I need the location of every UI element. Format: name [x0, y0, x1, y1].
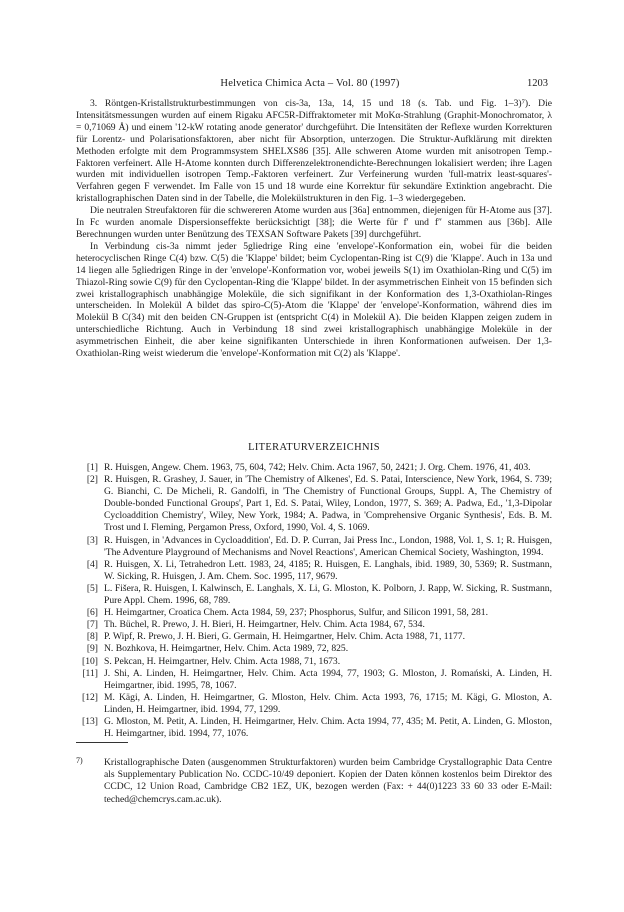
reference-item [76, 474, 552, 534]
reference-text: M. Kägi, A. Linden, H. Heimgartner, G. Mloston, Helv. Chim. Acta 1993, 76, 1715; M. Kägi, G. Mloston, A. Linden, H. Heimgartner, ibid. 1994, 77, 1299. [104, 691, 552, 715]
reference-number: [8] [86, 631, 98, 643]
reference-text: G. Mloston, M. Petit, A. Linden, H. Heimgartner, Helv. Chim. Acta 1994, 77, 435; M. Petit, A. Linden, G. Mloston, H. Heimgartner, ibid. 1994, 77, 1076. [104, 715, 552, 740]
reference-text: H. Heimgartner, Croatica Chem. Acta 1984, 59, 237; Phosphorus, Sulfur, and Silicon 1991, 58, 281. [104, 607, 489, 619]
reference-text: R. Huisgen, Angew. Chem. 1963, 75, 604, 742; Helv. Chim. Acta 1967, 50, 2421; J. Org. Chem. 1976, 41, 403. [104, 462, 531, 473]
footnote-divider [76, 742, 128, 743]
reference-item [76, 607, 552, 619]
reference-text: N. Bozhkova, H. Heimgartner, Helv. Chim. Acta 1989, 72, 825. [104, 643, 349, 655]
reference-item [76, 692, 552, 716]
reference-number: [6] [86, 607, 98, 619]
reference-text: R. Huisgen, in 'Advances in Cycloaddition', Ed. D. P. Curran, Jai Press Inc., London, 1988, Vol. 1, S. 1; R. Huisgen, 'The Adventure Playground of Mechanisms and Novel Reactions', American Chemical Society, Washington, 1994. [104, 534, 552, 558]
reference-text: P. Wipf, R. Prewo, J. H. Bieri, G. Germain, H. Heimgartner, Helv. Chim. Acta 1988, 71, 1177. [104, 631, 465, 643]
paragraph-scattering-factors: Die neutralen Streufaktoren für die schwereren Atome wurden aus [36a] entnommen, diejenigen für H-Atome aus [37]. In Fc wurden anomale Dispersionseffekte berücksichtigt [38]; die Werte für f′ und f″ stammen aus [36b]. Alle Berechnungen wurden unter Benützung des TEXSAN Software Pakets [39] durchgeführt. [76, 205, 552, 240]
paragraph-crystal-structure: 3. Röntgen-Kristallstrukturbestimmungen von cis-3a, 13a, 14, 15 und 18 (s. Tab. und Fig. 1–3)⁷). Die Intensitätsmessungen wurden auf einem Rigaku AFC5R-Diffraktometer mit MoKα-Strahlung (Graphit-Monochromator, λ = 0,71069 Å) und einem '12-kW rotating anode generator' durchgeführt. Die Intensitäten der Reflexe wurden Korrekturen für Lorentz- und Polarisationsfaktoren, aber nicht für Absorption, unterzogen. Die Struktur-Aufklärung mit direkten Methoden erfolgte mit dem Programmsystem SHELXS86 [35]. Alle schweren Atome wurden mit anisotropen Temp.-Faktoren verfeinert. Alle H-Atome konnten durch Differenzelektronendichte-Berechnungen lokalisiert werden; ihre Lagen wurden mit individuellen isotropen Temp.-Faktoren verfeinert. Zur Verfeinerung wurden 'full-matrix least-squares'-Verfahren gegen F verwendet. Im Falle von 15 und 18 wurde eine Korrektur für sekundäre Extinktion angebracht. Die kristallographischen Daten sind in der Tabelle, die Molekülstrukturen in den Fig. 1–3 wiedergegeben. [76, 98, 552, 205]
reference-item [76, 656, 552, 668]
reference-text: S. Pekcan, H. Heimgartner, Helv. Chim. Acta 1988, 71, 1673. [104, 655, 341, 667]
reference-number: [12] [82, 691, 98, 703]
page-number: 1203 [527, 78, 548, 89]
reference-number: [3] [86, 534, 98, 546]
reference-number: [1] [86, 462, 98, 473]
body-text [76, 98, 552, 360]
reference-item [76, 643, 552, 655]
reference-number: [4] [86, 558, 98, 570]
reference-number: [7] [86, 619, 98, 631]
reference-text: J. Shi, A. Linden, H. Heimgartner, Helv. Chim. Acta 1994, 77, 1903; G. Mloston, J. Romański, A. Linden, H. Heimgartner, ibid. 1995, 78, 1067. [104, 667, 552, 691]
reference-text: R. Huisgen, R. Grashey, J. Sauer, in 'The Chemistry of Alkenes', Ed. S. Patai, Interscience, New York, 1964, S. 739; G. Bianchi, C. De Micheli, R. Gandolfi, in 'The Chemistry of Functional Groups, Suppl. A, The Chemistry of Double-bonded Functional Groups', Part 1, Ed. S. Patai, Wiley, London, 1977, S. 369; A. Padwa, Ed., '1,3-Dipolar Cycloaddition Chemistry', Wiley, New York, 1984; A. Padwa, in 'Comprehensive Organic Synthesis', Eds. B. M. Trost und I. Fleming, Pergamon Press, Oxford, 1990, Vol. 4, S. 1069. [104, 474, 552, 534]
footnote-text: Kristallographische Daten (ausgenommen Strukturfaktoren) wurden beim Cambridge Crystallographic Data Centre als Supplementary Publication No. CCDC-10/49 deponiert. Kopien der Daten können kostenlos beim Direktor des CCDC, 12 Union Road, Cambridge CB2 1EZ, UK, bezogen werden (Fax: + 44(0)1223 33 60 33 oder E-Mail: teched@chemcrys.cam.ac.uk). [104, 757, 552, 805]
reference-item [76, 631, 552, 643]
paragraph-conformations: In Verbindung cis-3a nimmt jeder 5gliedrige Ring eine 'envelope'-Konformation ein, wobei für die beiden heterocyclischen Ringe C(4) bzw. C(5) die 'Klappe' bildet; beim Cyclopentan-Ring ist C(9) die 'Klappe'. Auch in 13a und 14 liegen alle 5gliedrigen Ringe in der 'envelope'-Konformation vor, wobei jeweils S(1) im Oxathiolan-Ring und C(5) im Thiazol-Ring sowie C(9) für den Cyclopentan-Ring die 'Klappe' bildet. In der asymmetrischen Einheit von 15 befinden sich zwei kristallographisch unabhängige Moleküle, die sich signifikant in der Konformation des 1,3-Oxathiolan-Ringes unterscheiden. In Molekül A bildet das spiro-C(5)-Atom die 'Klappe' der 'envelope'-Konformation, während dies im Molekül B C(34) mit den beiden CN-Gruppen ist (entspricht C(4) in Molekül A). Die beiden Klappen zeigen zudem in unterschiedliche Richtung. Auch in Verbindung 18 sind zwei kristallographisch unabhängige Moleküle in der asymmetrischen Einheit, die aber keine signifikanten Unterschiede in ihren Konformationen aufweisen. Der 1,3-Oxathiolan-Ring weist wiederum die 'envelope'-Konformation mit C(2) als 'Klappe'. [76, 240, 552, 360]
footnote-mark: 7) [76, 756, 83, 765]
reference-number: [5] [86, 582, 98, 594]
reference-number: [10] [82, 655, 98, 667]
reference-list [76, 462, 552, 740]
reference-text: Th. Büchel, R. Prewo, J. H. Bieri, H. Heimgartner, Helv. Chim. Acta 1984, 67, 534. [104, 619, 425, 631]
reference-item [76, 716, 552, 740]
references-heading: LITERATURVERZEICHNIS [248, 442, 380, 453]
reference-item [76, 583, 552, 607]
running-header [76, 78, 548, 90]
journal-title: Helvetica Chimica Acta – Vol. 80 (1997) [220, 78, 400, 89]
reference-number: [13] [82, 715, 98, 727]
reference-item [76, 462, 552, 474]
reference-text: L. Fišera, R. Huisgen, I. Kalwinsch, E. Langhals, X. Li, G. Mloston, K. Polborn, J. Rapp, W. Sicking, R. Sustmann, Pure Appl. Chem. 1996, 68, 789. [104, 582, 552, 607]
reference-number: [9] [86, 643, 98, 655]
reference-item [76, 619, 552, 631]
reference-number: [2] [86, 474, 98, 486]
reference-item [76, 668, 552, 692]
reference-text: R. Huisgen, X. Li, Tetrahedron Lett. 1983, 24, 4185; R. Huisgen, E. Langhals, ibid. 1989, 30, 5369; R. Sustmann, W. Sicking, R. Huisgen, J. Am. Chem. Soc. 1995, 117, 9679. [104, 558, 552, 582]
footnote [76, 757, 552, 806]
reference-item [76, 535, 552, 559]
reference-item [76, 559, 552, 583]
reference-number: [11] [82, 667, 98, 679]
